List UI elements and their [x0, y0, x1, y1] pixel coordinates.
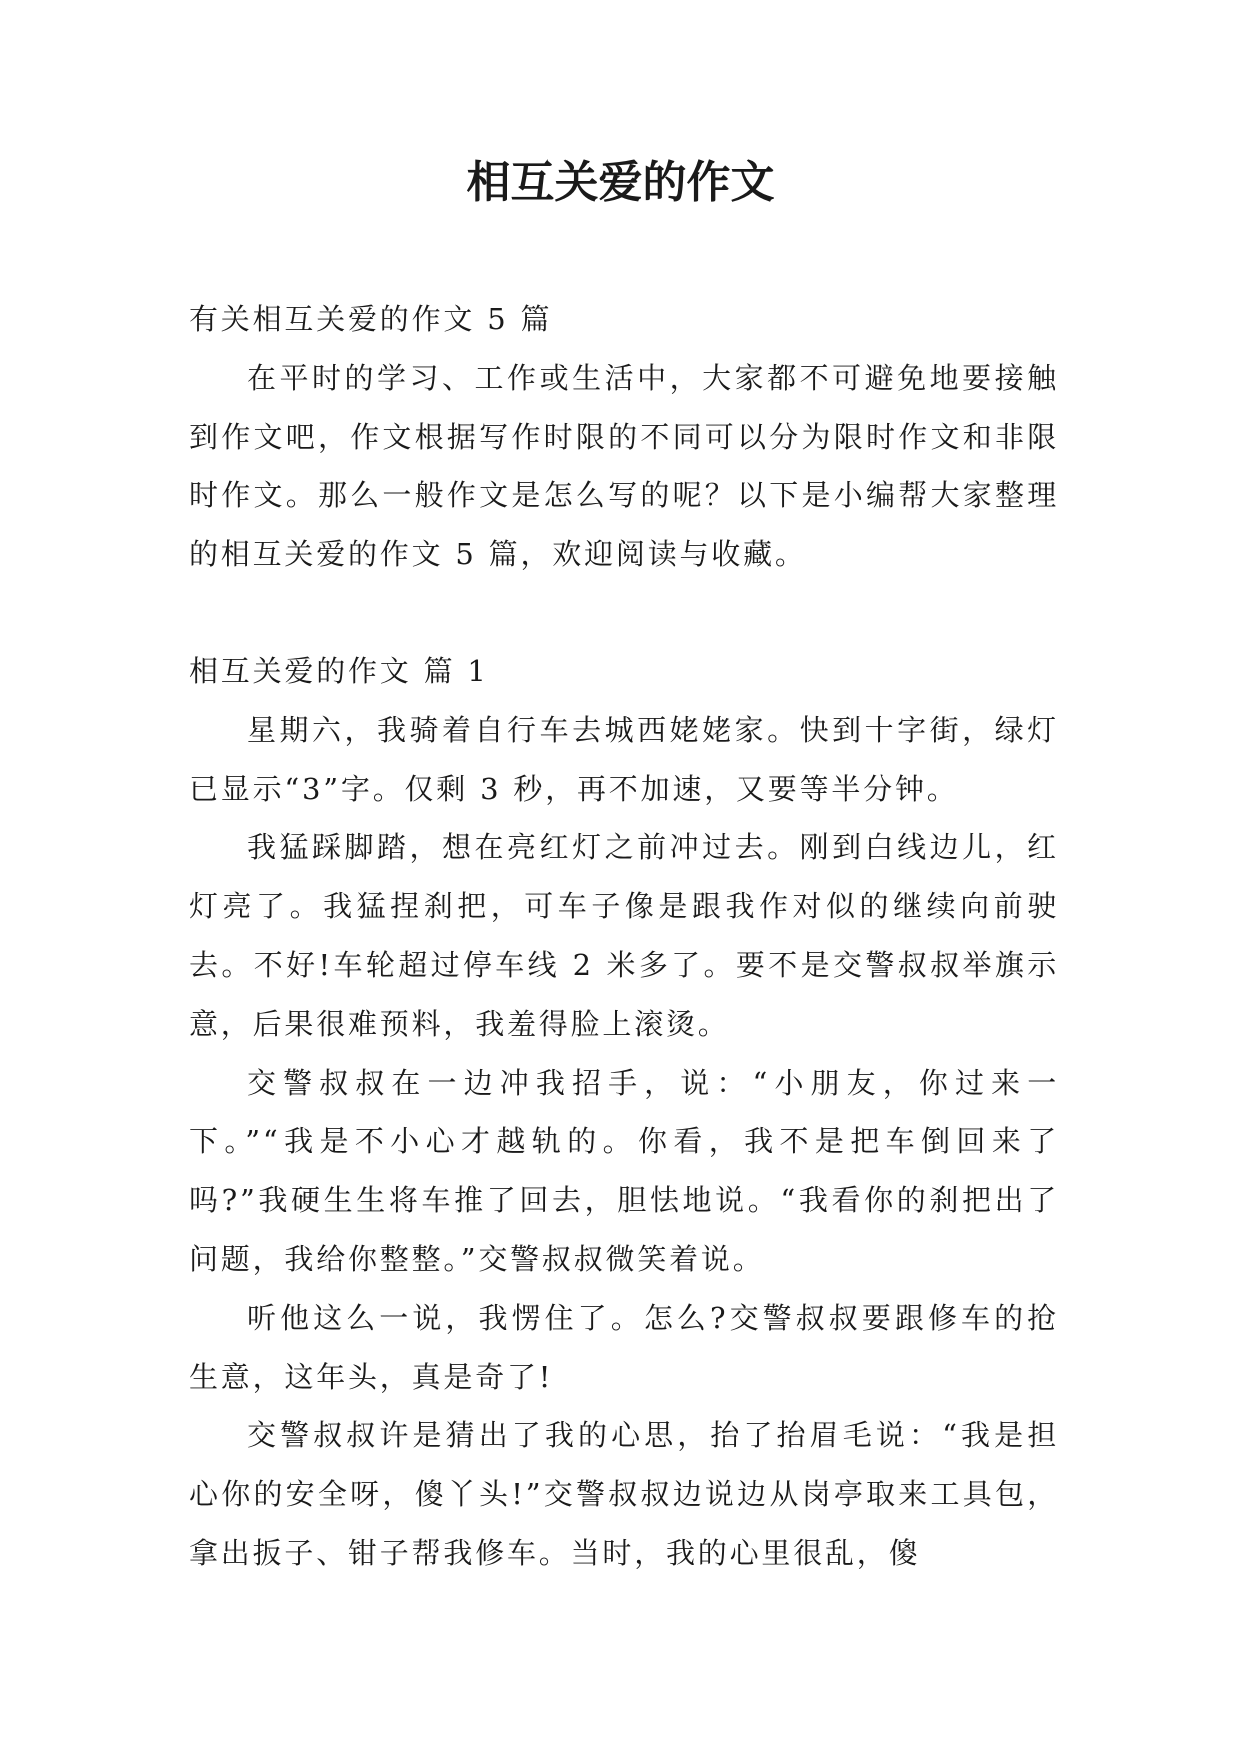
essay-1-paragraph-2: 我猛踩脚踏，想在亮红灯之前冲过去。刚到白线边儿，红灯亮了。我猛捏刹把，可车子像是跟我作对似的继续向前驶去。不好!车轮超过停车线 2 米多了。要不是交警叔叔举旗示意，后果很难预料，我羞得脸上滚烫。	[189, 830, 1059, 1041]
essay-1-paragraph-1: 星期六，我骑着自行车去城西姥姥家。快到十字街，绿灯已显示“3”字。仅剩 3 秒，再不加速，又要等半分钟。	[189, 712, 1059, 806]
document-title: 相互关爱的作文	[466, 157, 775, 208]
essay-1-paragraph-5: 交警叔叔许是猜出了我的心思，抬了抬眉毛说：“我是担心你的安全呀，傻丫头!”交警叔叔边说边从岗亭取来工具包，拿出扳子、钳子帮我修车。当时，我的心里很乱，傻	[189, 1418, 1059, 1570]
essay-1-paragraph-3: 交警叔叔在一边冲我招手，说：“小朋友，你过来一下。”“我是不小心才越轨的。你看，我不是把车倒回来了吗?”我硬生生将车推了回去，胆怯地说。“我看你的刹把出了问题，我给你整整。”交警叔叔微笑着说。	[189, 1065, 1059, 1276]
intro-heading: 有关相互关爱的作文 5 篇	[189, 302, 553, 336]
essay-1-paragraph-4: 听他这么一说，我愣住了。怎么?交警叔叔要跟修车的抢生意，这年头，真是奇了!	[189, 1300, 1059, 1394]
essay-1-heading: 相互关爱的作文 篇 1	[189, 653, 489, 688]
intro-paragraph: 在平时的学习、工作或生活中，大家都不可避免地要接触到作文吧，作文根据写作时限的不同可以分为限时作文和非限时作文。那么一般作文是怎么写的呢？以下是小编帮大家整理的相互关爱的作文 5 篇，欢迎阅读与收藏。	[189, 360, 1059, 572]
document-body	[189, 290, 1059, 1583]
section-spacer	[189, 584, 1059, 642]
